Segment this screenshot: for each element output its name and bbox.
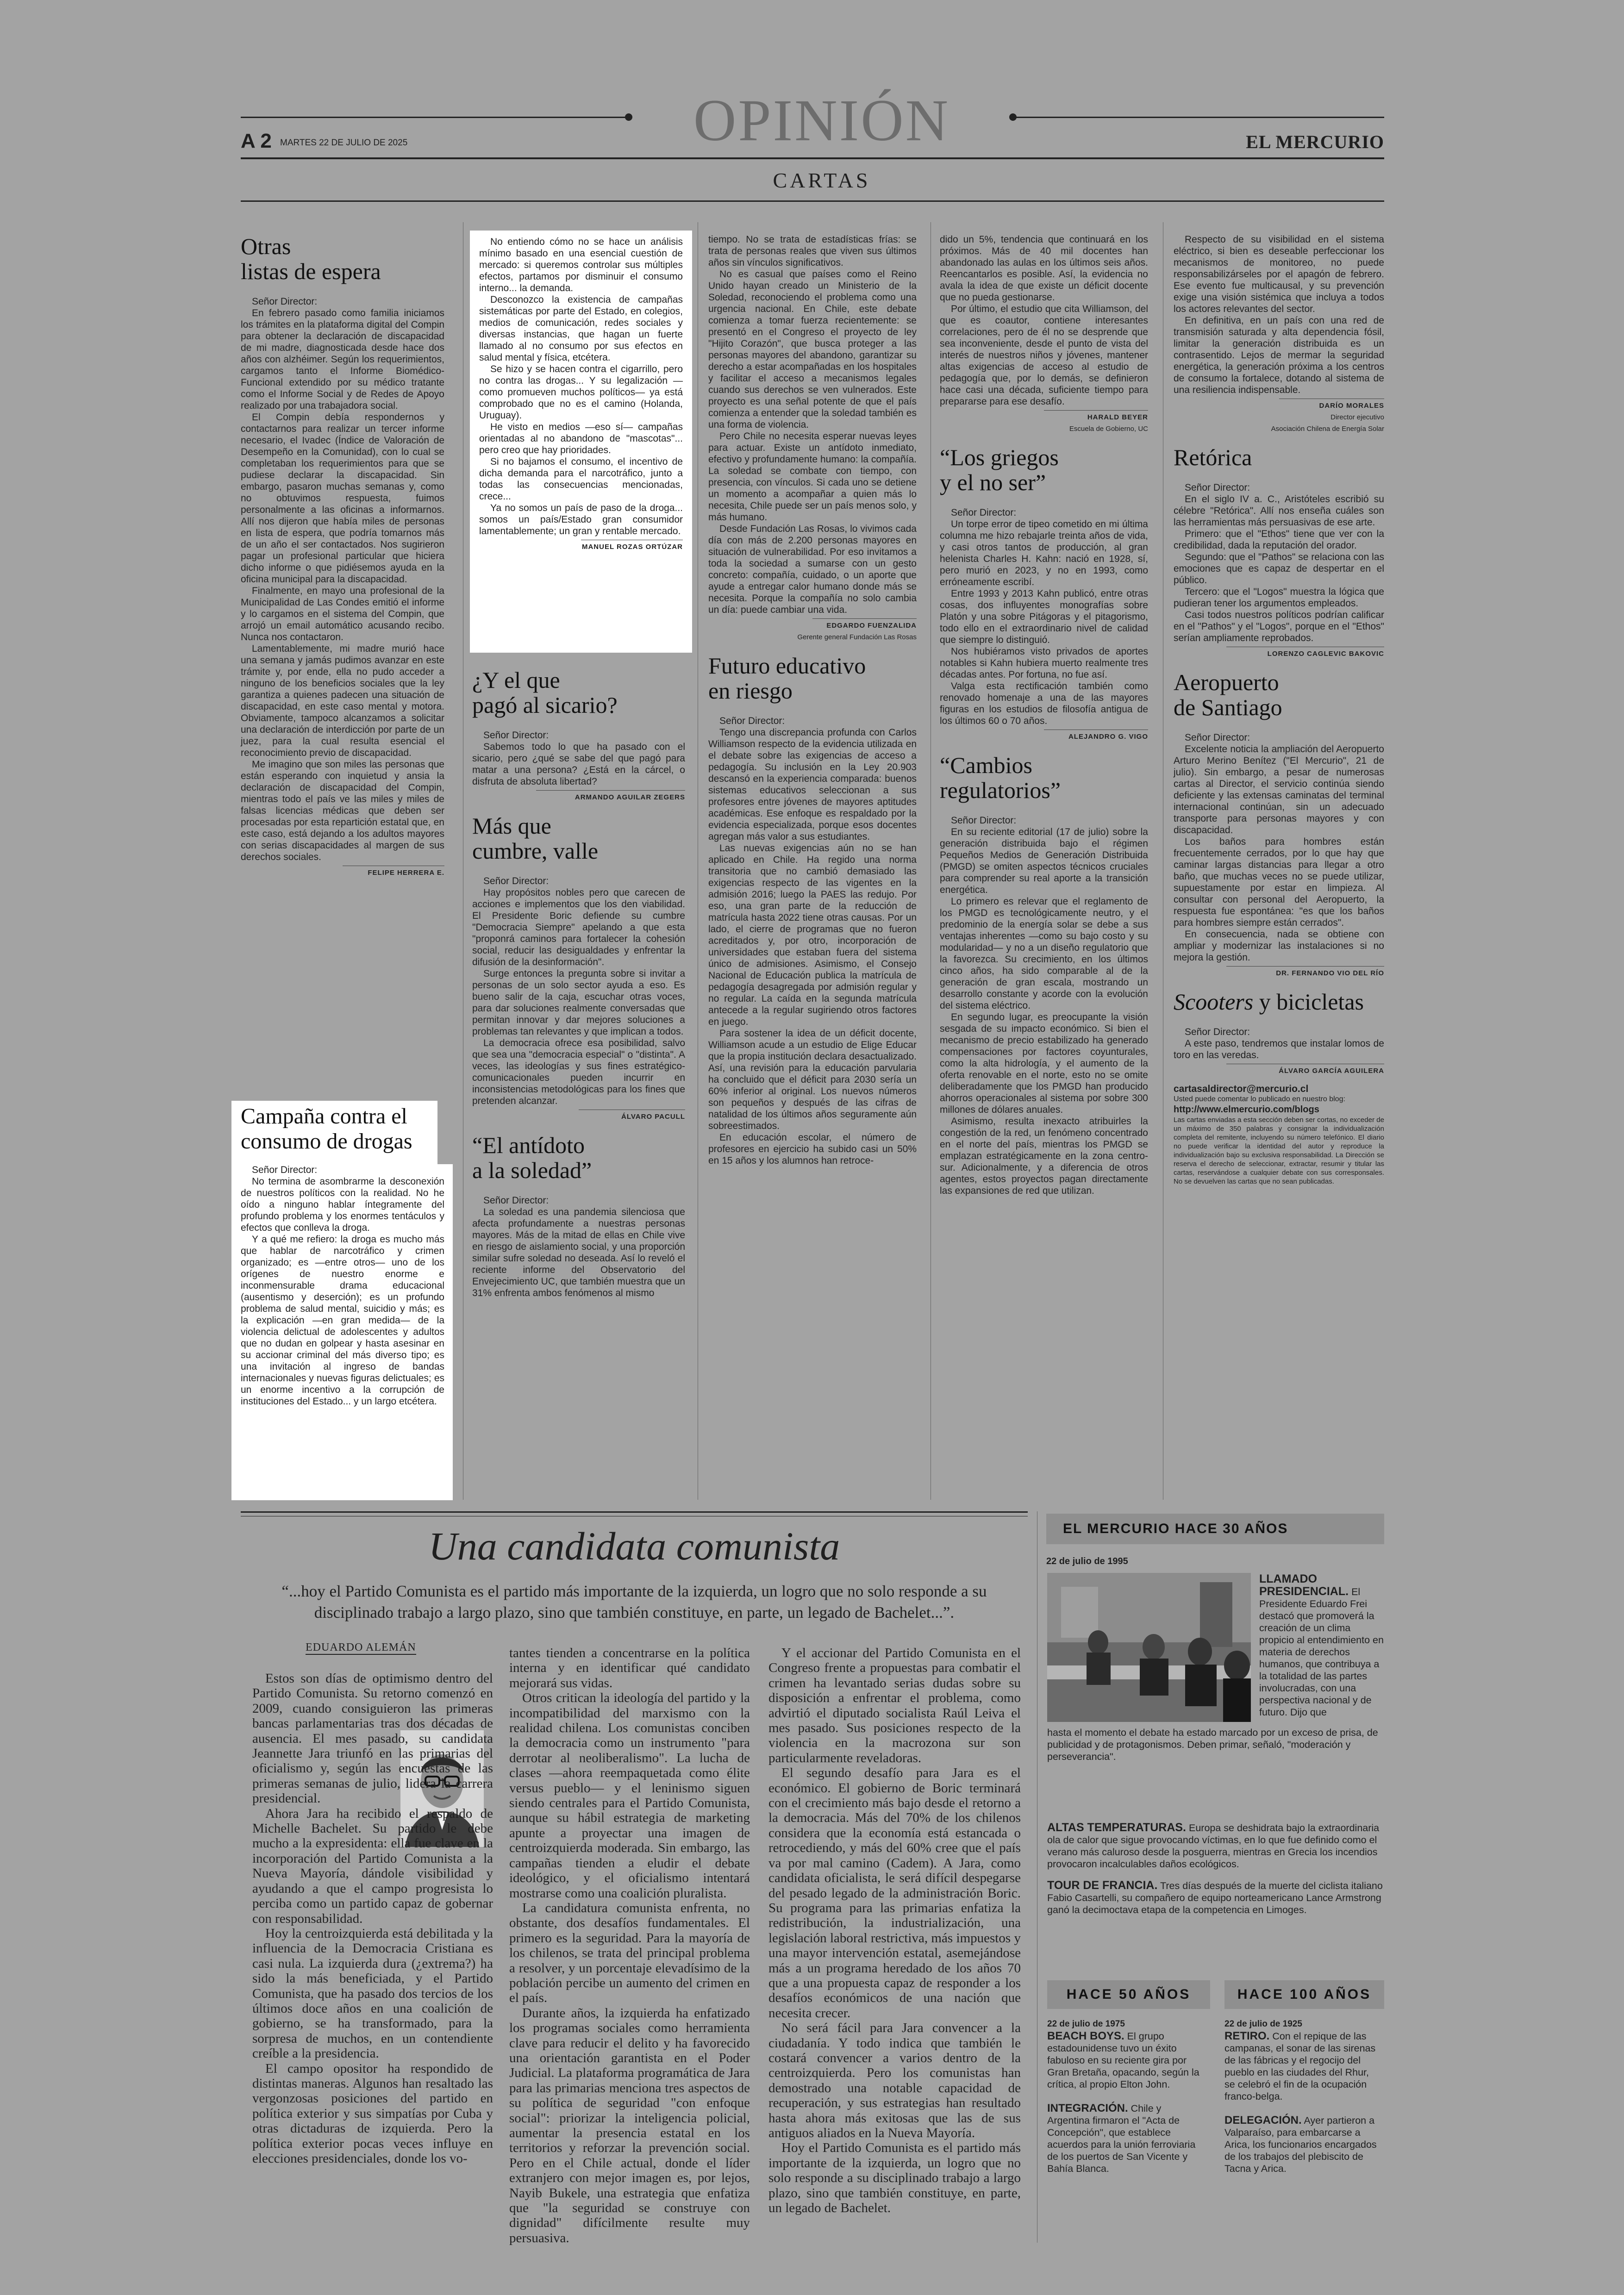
history-lead-item [1259,1573,1384,1718]
letter-paragraph: Por último, el estudio que cita Williamson, del que es coautor, contiene interesantes correlaciones, pero de él no se desprende que sea inconveniente, desde el punto de vista del interés de nuestros niños y jóvenes, mantener altas exigencias de acceso al estudio de pedagogía que, por lo demás, se definieron hace casi una década, suficiente tiempo para prepararse para ese desafío. [940,304,1148,407]
letter-salute: Señor Director: [483,876,549,886]
letter-paragraph: Los baños para hombres están frecuentemente cerrados, por lo que hay que caminar largas distancias para llegar a otro baño, que muchas veces no se puede utilizar, supuestamente por estar en limpieza. Al consultar con personal del Aeropuerto, la respuesta fue espontánea: "es que los baños para hombres siempre están cerrados". [1174,836,1384,928]
history-lead-tail: hasta el momento el debate ha estado marcado por un exceso de prisa, de publicidad y de protagonismos. Deben primar, señaló, "moderación y perseverancia". [1047,1727,1378,1762]
history-item-body: Ayer partieron a Valparaíso, para embarcarse a Arica, los funcionarios encargados de los trabajos del plebiscito de Tacna y Arica. [1224,2115,1377,2174]
letter-paragraph: Un torpe error de tipeo cometido en mi última columna me hizo rebajarle treinta años de vida, y casi otros tantos de producción, al gran helenista Charles H. Kahn: nació en 1928, sí, pero murió en 2023, y no en 1993, como erróneamente escribí. [940,519,1148,587]
letter-title-cumbre: Más que cumbre, valle [472,813,599,864]
letter-salute: Señor Director: [1185,482,1250,493]
letter-paragraph: Pero Chile no necesita esperar nuevas leyes para actuar. Existe un antídoto inmediato, efectivo y profundamente humano: la compañía. La soledad se combate con tiempo, con presencia, con vínculos. Si cada uno se detiene un momento a acompañar a quien más lo necesita, Chile puede ser un país menos solo, y más humano. [708,431,917,523]
history-header-50 [1047,1980,1210,2009]
history-item-head: RETIRO. [1224,2030,1270,2042]
essay-paragraph: El segundo desafío para Jara es el económico. El gobierno de Boric terminará con el crecimiento más bajo desde el retorno a la democracia. Más del 70% de los chilenos considera que la economía está estancada o retrocediendo, y más del 60% cree que el país va por mal camino (Cadem). A Jara, como candidata oficialista, le será difícil despegarse del pesado legado de la administración Boric. Su programa para las primarias enfatiza la redistribución, la industrialización, una legislación laboral restrictiva, más impuestos y una mayor intervención estatal, asemejándose más a un programa heredado de los años 70 que a una propuesta capaz de responder a los desafíos económicos de una nación que necesita crecer. [768,1765,1021,2021]
history-lead-head: LLAMADO PRESIDENCIAL. [1259,1572,1349,1598]
section-title: OPINIÓN [693,87,950,153]
letter-title-antidoto: “El antídoto a la soledad” [472,1132,592,1183]
history-100-column [1224,2018,1382,2175]
letter-paragraph: Tengo una discrepancia profunda con Carlos Williamson respecto de la evidencia utilizada en el debate sobre las exigencias de acceso a pedagogía. Su inclusión en la Ley 20.903 descansó en la experiencia comparada: buenos sistemas educativos seleccionan a sus profesores entre jóvenes de mayores aptitudes académicas. Ese enfoque es respaldado por la evidencia especializada, porque esos docentes agregan más valor a sus estudiantes. [708,727,917,842]
letter-paragraph: Nos hubiéramos visto privados de aportes notables si Kahn hubiera muerto realmente tres décadas antes. Por fortuna, no fue así. [940,646,1148,680]
letter-salute: Señor Director: [1185,732,1250,743]
letter-paragraph: No termina de asombrarme la desconexión de nuestros políticos con la realidad. No he oído a ninguno hablar íntegramente del profundo problema y los enormes tentáculos y efectos que conlleva la droga. [241,1176,444,1233]
history-header-100 [1224,1980,1384,2009]
essay-paragraph: Durante años, la izquierda ha enfatizado los programas sociales como herramienta clave para reducir el delito y ha favorecido una orientación garantista en el Poder Judicial. La plataforma programática de Jara para las primarias menciona tres aspectos de su política de seguridad "con enfoque social": priorizar la inteligencia policial, aumentar la presencia estatal en los territorios y reforzar la prevención social. Pero en el Chile actual, donde el líder extranjero con mejor imagen es, por lejos, Nayib Bukele, una estrategia que enfatiza que "la seguridad se construye con dignidad" difícilmente resulte muy persuasiva. [509,2005,750,2245]
letter-signer-role: Director ejecutivo Asociación Chilena de Energía Solar [1271,413,1384,433]
masthead-rule-left [241,117,629,118]
history-50-column [1047,2018,1200,2175]
title-italic-part: Scooters [1174,989,1254,1015]
subsection-rule [241,200,1384,202]
letter-signer-role: Escuela de Gobierno, UC [1069,425,1148,433]
title-rest: y bicicletas [1253,989,1364,1015]
letter-title-aeropuerto: Aeropuerto de Santiago [1174,669,1282,720]
letter-paragraph: En educación escolar, el número de profesores en ejercicio ha subido casi un 50% en 15 años y los alumnos han retroce- [708,1132,917,1166]
letter-paragraph: La democracia ofrece esa posibilidad, salvo que sea una "democracia especial" o "distinta". A veces, las ideologías y sus fines estratégico-comunicacionales pueden incurrir en inconsistencias metodológicas para los fines que pretenden alcanzar. [472,1038,685,1106]
letter-paragraph: Las nuevas exigencias aún no se han aplicado en Chile. Ha regido una norma transitoria que no cambió demasiado las exigencias respecto de las vigentes en la admisión 2016; luego la PAES las redujo. Por eso, una gran parte de la reducción de matrícula hasta 2022 tiene otras causas. Por un lado, el cierre de programas que no fueron acreditados y, por otro, incorporación de universidades que estaban fuera del sistema único de admisiones. Asimismo, el Consejo Nacional de Educación publica la matrícula de pedagogía desagregada por admisión regular y no regular. La caída en la segunda matrícula antecede a la regular sugiriendo otros factores en juego. [708,843,917,1027]
letter-paragraph: Respecto de su visibilidad en el sistema eléctrico, si bien es deseable perfeccionar los mecanismos de monitoreo, no puede responsabilizárseles por el apagón de febrero. Ese evento fue multicausal, y su prevención exige una visión sistémica que incluya a todos los actores relevantes del sector. [1174,234,1384,314]
letter-paragraph: Y a qué me refiero: la droga es mucho más que hablar de narcotráfico y crimen organizado; es —entre otros— uno de los orígenes de nuestro enorme e inconmensurable drama educacional (ausentismo y deserción); es un profundo problema de salud mental, suicidio y más; es la explicación —en gran medida— de la violencia delictual de adolescentes y adultos que no dudan en golpear y hasta asesinar en su accionar criminal del más diverso tipo; es una invitación al ingreso de bandas internacionales y nuevas figuras delictuales; es un enorme incentivo a la corrupción de instituciones del Estado... y un largo etcétera. [241,1234,444,1407]
history-item-head: TOUR DE FRANCIA. [1047,1879,1158,1892]
letter-campana-drogas-cont [479,236,683,653]
letter-paragraph: No es casual que países como el Reino Unido hayan creado un Ministerio de la Soledad, reconociendo el problema como una urgencia nacional. En Chile, este debate comienza a tomar fuerza recientemente: se presentó en el Congreso el proyecto de ley "Hijito Corazón", que busca proteger a las personas mayores del abandono, garantizar su derecho a estar acompañadas en los hospitales y facilitar el acceso a mecanismos legales cuando sus derechos se ven vulnerados. Este proyecto es una señal potente de que el país comienza a entender que la soledad también es una forma de violencia. [708,269,917,430]
essay-top-rule [241,1511,1028,1513]
letter-paragraph: Excelente noticia la ampliación del Aeropuerto Arturo Merino Benítez ("El Mercurio", 21 de julio). Sin embargo, a pesar de numerosas cartas al Director, el servicio continúa siendo deficiente y las extensas caminatas del terminal internacional continúan, sin un adecuado transporte para personas mayores y con discapacidad. [1174,744,1384,836]
letter-paragraph: No entiendo cómo no se hace un análisis mínimo basado en una esencial cuestión de mercado: si queremos controlar sus múltiples efectos, partamos por disminuir el consumo interno... la demanda. [479,237,683,293]
letter-paragraph: A este paso, tendremos que instalar lomos de toro en las veredas. [1174,1038,1384,1060]
history-item-head: DELEGACIÓN. [1224,2114,1302,2127]
contact-blog-note: Usted puede comentar lo publicado en nuestro blog: [1174,1095,1345,1103]
letter-salute: Señor Director: [1185,1027,1250,1037]
letter-signer: ALEJANDRO G. VIGO [1044,730,1148,742]
letter-paragraph: Para sostener la idea de un déficit docente, Williamson acude a un estudio de Elige Educar que la propia institución declara desactualizado. Así, una revisión para la educación parvularia ha concluido que el déficit para 2030 sería un 60% inferior al original. Los nuevos números son pequeños y después de las cifras de natalidad de los últimos años seguramente aún sobreestimados. [708,1028,917,1131]
letter-column-3 [708,234,917,1497]
essay-paragraph: El campo opositor ha respondido de distintas maneras. Algunos han resaltado las vergonzosas posiciones del partido en política exterior y sus simpatías por Cuba y otras dictaduras de izquierda. Pero la política exterior pocas veces influye en elecciones presidenciales, donde los vo- [252,2061,493,2166]
letter-paragraph: Ya no somos un país de paso de la droga... somos un país/Estado gran consumidor lamentablemente; un gran y rentable mercado. [479,503,683,536]
letter-title-cambios: “Cambios regulatorios” [940,752,1061,803]
history-lead-body: El Presidente Eduardo Frei destacó que promoverá la creación de un clima propicio al entendimiento en materia de derechos humanos, que contribuya a la totalidad de las partes involucradas, con una perspectiva nacional y de futuro. Dijo que [1259,1586,1384,1718]
essay-paragraph: Estos son días de optimismo dentro del Partido Comunista. Su retorno comenzó en 2009, cuando consiguieron las primeras bancas parlamentarias tras dos décadas de ausencia. El mes pasado, su candidata Jeannette Jara triunfó en las primarias del oficialismo y, según las encuestas de las primeras semanas de julio, lidera la carrera presidencial. [252,1671,493,1806]
essay-paragraph: tantes tienden a concentrarse en la política interna y en identificar qué candidato mejorará sus vidas. [509,1646,750,1690]
letter-signer: FELIPE HERRERA E. [343,866,444,879]
letter-paragraph: Valga esta rectificación también como renovado homenaje a una de las mayores figuras en los estudios de filosofía antigua de los últimos 60 o 70 años. [940,681,1148,726]
history-item-tour [1047,1879,1384,1916]
letter-title-scooters [1174,989,1384,1014]
letter-paragraph: Primero: que el "Ethos" tiene que ver con la credibilidad, dada la reputación del orador. [1174,529,1384,551]
letter-title: Otras listas de espera [241,233,381,284]
letter-paragraph: Casi todos nuestros políticos podrían calificar en el "Pathos" y el "Logos", porque en el "Ethos" serían ampliamente reprobados. [1174,610,1384,643]
letter-paragraph: Lamentablemente, mi madre murió hace una semana y jamás pudimos avanzar en este trámite y, por ende, ella no pudo acceder a ninguno de los beneficios sociales que la ley garantiza a quienes padecen una situación de discapacidad, en este caso mental y motora. Obviamente, tampoco alcanzamos a solicitar una declaración de interdicción por parte de un juez, para la cual resulta esencial el reconocimiento previo de discapacidad. [241,643,444,758]
letter-paragraph: Entre 1993 y 2013 Kahn publicó, entre otras cosas, dos influyentes monografías sobre Platón y una sobre Pitágoras y el pitagorismo, todo ello en el extraordinario nivel de calidad que siempre lo distinguió. [940,588,1148,645]
letter-paragraph: Sabemos todo lo que ha pasado con el sicario, pero ¿qué se sabe del que pagó para matar a una persona? ¿Está en la cárcel, o disfruta de absoluta libertad? [472,742,685,787]
letter-paragraph: Se hizo y se hacen contra el cigarrillo, pero no contra las drogas... Y su legalización —como promueven muchos políticos— ya está comprobado que no es el camino (Holanda, Uruguay). [479,364,683,421]
letter-paragraph: Asimismo, resulta inexacto atribuirles la congestión de la red, un fenómeno concentrado en el norte del país, mientras los PMGD se emplazan estratégicamente en la zona centro-sur. Adicionalmente, y a diferencia de otros agentes, estos proyectos pagan directamente las expansiones de red que utilizan. [940,1116,1148,1196]
contact-policy: Las cartas enviadas a esta sección deben ser cortas, no exceder de un máximo de 350 palabras y consignar la individualización completa del remitente, incluyendo su número telefónico. El diario no puede verificar la identidad del autor y reproduce la individualización bajo su exclusiva responsabilidad. La Dirección se reserva el derecho de seleccionar, extractar, resumir y titular las cartas, reservándose a cualquier debate con sus corresponsales. No se devuelven las cartas que no sean publicadas. [1174,1116,1384,1185]
essay-paragraph: Hoy la centroizquierda está debilitada y la influencia de la Democracia Cristiana es casi nula. La izquierda dura (¿extrema?) ha sido la más beneficiada, y el Partido Comunista, que ha pasado dos tercios de los últimos doce años en una coalición de gobierno, se ha transformado, para la sorpresa de muchos, en un contendiente creíble a la presidencia. [252,1926,493,2061]
letter-signer: MANUEL ROZAS ORTÚZAR [581,540,683,553]
letter-signer: LORENZO CAGLEVIC BAKOVIC [1226,647,1384,660]
letter-paragraph: En consecuencia, nada se obtiene con ampliar y modernizar las instalaciones si no mejora la gestión. [1174,929,1384,963]
letter-paragraph: Desde Fundación Las Rosas, lo vivimos cada día con más de 2.200 personas mayores en situación de vulnerabilidad. Por eso invitamos a toda la sociedad a sumarse con un gesto concreto: compañía, cuidado, o un aporte que ayude a entregar calor humano donde más se necesita. Porque la compañía no solo cambia un día: puede cambiar una vida. [708,524,917,615]
essay-author: EDUARDO ALEMÁN [306,1641,416,1655]
letter-signer: DR. FERNANDO VIO DEL RÍO [1226,966,1384,979]
letter-campana-drogas [241,1104,444,1497]
history-item-head: INTEGRACIÓN. [1047,2102,1128,2114]
letter-signer: ÁLVARO GARCÍA AGUILERA [1226,1064,1384,1077]
letter-signer: EDGARDO FUENZALIDA [812,618,917,631]
brand-logo: EL MERCURIO [1246,131,1384,152]
masthead-date: MARTES 22 DE JULIO DE 2025 [280,138,408,148]
history-title: HACE 50 AÑOS [1066,1987,1191,2002]
history-title: HACE 100 AÑOS [1237,1987,1372,2002]
letter-salute: Señor Director: [719,716,785,726]
letter-column-4 [940,234,1148,1497]
letter-salute: Señor Director: [252,1165,318,1175]
letter-paragraph: He visto en medios —eso sí— campañas orientadas al no abandono de "mascotas"... pero creo que hay prioridades. [479,422,683,455]
essay-column-1 [252,1671,493,2243]
letter-title: Campaña contra el consumo de drogas [241,1104,412,1154]
letter-signer: ARMANDO AGUILAR ZEGERS [536,790,685,803]
letter-paragraph: tiempo. No se trata de estadísticas frías: se trata de personas reales que viven sus últimos años sin vínculos significativos. [708,234,917,268]
essay-paragraph: Hoy el Partido Comunista es el partido más importante de la izquierda, un logro que no solo responde a su disciplinado trabajo a largo plazo, sino que también constituye, en parte, un legado de Bachelet. [768,2140,1021,2216]
letter-paragraph: dido un 5%, tendencia que continuará en los próximos. Más de 40 mil docentes han abandonado las aulas en los últimos seis años. Reencantarlos es posible. Así, la evidencia no avala la idea de que existe un déficit docente que no pueda gestionarse. [940,234,1148,303]
history-item-head: BEACH BOYS. [1047,2030,1124,2042]
masthead-bottom-rule [241,157,1384,159]
letter-salute: Señor Director: [252,296,318,307]
subsection-title: CARTAS [773,168,871,192]
masthead-rule-right [1014,117,1384,118]
contact-email[interactable]: cartasaldirector@mercurio.cl [1174,1084,1309,1094]
history-date: 22 de julio de 1995 [1046,1556,1128,1566]
contact-blog-link[interactable]: http://www.elmercurio.com/blogs [1174,1104,1319,1115]
letter-paragraph: En definitiva, en un país con una red de transmisión saturada y alta dependencia fósil, limitar la generación distribuida es un contrasentido. Lejos de mermar la seguridad energética, la generación próxima a los centros de consumo la fortalece, dotando al sistema de una resiliencia indispensable. [1174,315,1384,395]
letter-paragraph: Lo primero es relevar que el reglamento de los PMGD es tecnológicamente neutro, y el predominio de la energía solar se debe a sus ventajas inherentes —como su bajo costo y su modularidad— y no a un diseño regulatorio que la favorezca. Su crecimiento, en los últimos cinco años, ha sido comparable al de la generación de gran escala, mostrando un desarrollo constante y acorde con la evolución del sistema eléctrico. [940,896,1148,1011]
letter-signer-role: Gerente general Fundación Las Rosas [797,633,917,641]
letter-paragraph: El Compin debía respondernos y contactarnos para realizar un tercer informe necesario, el Ivadec (Índice de Valoración de Desempeño en la Comunidad), con lo cual se completaban los requerimientos para que se pudiese declarar la discapacidad. Sin embargo, pasaron muchas semanas y, como no obtuvimos respuesta, fuimos personalmente a las oficinas a informarnos. Allí nos dijeron que había miles de personas en lista de espera, que podría tomarnos más de un año el ser contactados. Nos sugirieron pagar un profesional particular que hiciera dicho informe o que pidiésemos ayuda en la oficina municipal para la discapacidad. [241,412,444,585]
letter-title-sicario: ¿Y el que pagó al sicario? [472,667,618,718]
letter-paragraph: Finalmente, en mayo una profesional de la Municipalidad de Las Condes emitió el informe y lo cargamos en el sistema del Compin, que arrojó un email automático acusando recibo. Nunca nos contactaron. [241,586,444,642]
essay-column-3 [768,1646,1021,2243]
letter-paragraph: En el siglo IV a. C., Aristóteles escribió su célebre "Retórica". Allí nos enseña cuáles son las herramientas más persuasivas de ese arte. [1174,494,1384,528]
letter-paragraph: La soledad es una pandemia silenciosa que afecta profundamente a nuestras personas mayores. Más de la mitad de ellas en Chile vive en riesgo de aislamiento social, y una proporción similar sufre soledad no deseada. Así lo reveló el reciente informe del Observatorio del Envejecimiento UC, que también muestra que un 31% enfrenta ambos fenómenos al mismo [472,1207,685,1298]
letter-paragraph: Me imagino que son miles las personas que están esperando con inquietud y ansia la declaración de discapacidad del Compin, mientras todo el país ve las miles y miles de falsas licencias médicas que deben ser procesadas por esta repartición estatal que, en este caso, está dejando a los adultos mayores con serias discapacidades al margen de sus derechos sociales. [241,759,444,862]
letter-title-griegos: “Los griegos y el no ser” [940,444,1059,495]
letter-otras-listas [241,234,444,1104]
essay-deck: “...hoy el Partido Comunista es el partido más importante de la izquierda, un logro que no solo responde a su disciplinado trabajo a largo plazo, sino que también constituye, en parte, un legado de Bachelet...”. [281,1582,987,1621]
essay-title: Una candidata comunista [428,1524,840,1568]
history-item-body: Tres días después de la muerte del ciclista italiano Fabio Casartelli, su compañero de equipo norteamericano Lance Armstrong ganó la decimoctava etapa de la competencia en Limoges. [1047,1880,1383,1915]
essay-paragraph: Y el accionar del Partido Comunista en el Congreso frente a propuestas para combatir el crimen ha levantado serias dudas sobre su disposición a enfrentar el problema, como advirtió el diputado socialista Raúl Leiva el mes pasado. Sus posiciones respecto de la violencia en la macrozona sur son particularmente reveladoras. [768,1646,1021,1765]
letter-signer: DARÍO MORALES [1279,399,1385,412]
masthead-dot-left [625,113,632,121]
history-item-body: El grupo estadounidense tuvo un éxito fabuloso en su reciente gira por Gran Bretaña, opacando, según la crítica, al propio Elton John. [1047,2031,1199,2090]
letter-title-futuro: Futuro educativo en riesgo [708,653,866,704]
letter-column-2 [472,657,685,1491]
letter-title-retorica: Retórica [1174,444,1252,470]
essay-paragraph: Otros critican la ideología del partido y la incompatibilidad del marxismo con la realidad chilena. Los comunistas conciben la democracia como un instrumento "para derrotar al neoliberalismo". La lucha de clases —ahora reempaquetada como élite versus pueblo— y el leninismo siguen siendo centrales para el Partido Comunista, aunque su hábil estrategia de marketing apunte a proyectar una imagen de centroizquierda moderada. Sin embargo, las campañas tienden a eludir el debate ideológico, y el oficialismo intentará mostrarse como una coalición pluralista. [509,1690,750,1901]
history-item-body: Chile y Argentina firmaron el "Acta de Concepción", que establece acuerdos para la unión ferroviaria de los puertos de San Vicente y Bahía Blanca. [1047,2103,1196,2174]
letter-paragraph: Hay propósitos nobles pero que carecen de acciones e implementos que los den viabilidad. El Presidente Boric defiende su cumbre "Democracia Siempre" apelando a que esta "proponrá caminos para fortalecer la cohesión social, reducir las desigualdades y enfrentar la difusión de la desinformación". [472,887,685,967]
history-header-30 [1046,1514,1384,1544]
history-date: 22 de julio de 1925 [1224,2019,1302,2029]
essay-paragraph: Ahora Jara ha recibido el respaldo de Michelle Bachelet. Su partido le debe mucho a la expresidenta: ella fue clave en la incorporación del Partido Comunista a la Nueva Mayoría, dándole visibilidad y ayudando a que el campo progresista lo perciba como un partido capaz de gobernar con responsabilidad. [252,1806,493,1926]
letter-paragraph: En febrero pasado como familia iniciamos los trámites en la plataforma digital del Compin para obtener la declaración de discapacidad de mi madre, diagnosticada desde hace dos años con alzhéimer. Según los requerimientos, cargamos tanto el Informe Biomédico-Funcional extendido por su médico tratante como el Informe Social y de Redes de Apoyo realizado por una trabajadora social. [241,308,444,411]
essay-paragraph: La candidatura comunista enfrenta, no obstante, dos desafíos fundamentales. El primero es la seguridad. Para la mayoría de los chilenos, se trata del principal problema a resolver, y un porcentaje elevadísimo de la población percibe un aumento del crimen en el país. [509,1900,750,2006]
history-title: EL MERCURIO HACE 30 AÑOS [1063,1521,1288,1536]
letter-signer: ÁLVARO PACULL [579,1110,685,1123]
page-number: A 2 [241,130,272,152]
history-item-body: Europa se deshidrata bajo la extraordinaria ola de calor que sigue provocando víctimas, en lo que fue definido como el verano más caluroso desde la posguerra, mientras en Grecia los incendios provocaron incalculables daños ecológicos. [1047,1822,1380,1870]
history-item-body: Con el repique de las campanas, el sonar de las sirenas de las fábricas y el regocijo del pueblo en las ciudades del Rhur, se celebró el fin de la ocupación franco-belga. [1224,2031,1376,2102]
letter-paragraph: Segundo: que el "Pathos" se relaciona con las emociones que es capaz de despertar en el público. [1174,552,1384,586]
letter-paragraph: Tercero: que el "Logos" muestra la lógica que pudieran tener los argumentos empleados. [1174,586,1384,609]
letter-paragraph: Si no bajamos el consumo, el incentivo de dicha demanda para el narcotráfico, junto a todas las consecuencias mencionadas, crece... [479,456,683,502]
letter-column-5 [1174,234,1384,1497]
letter-paragraph: Surge entonces la pregunta sobre si invitar a personas de un solo sector ayuda a eso. Es bueno salir de la caja, escuchar otras voces, para dar soluciones realmente conversadas que permitan innovar y dar mejores soluciones a problemas tan relevantes y que implican a todos. [472,968,685,1037]
letter-signer: HARALD BEYER [1044,410,1148,423]
essay-paragraph: No será fácil para Jara convencer a la ciudadanía. Y todo indica que también le costará convencer a varios dentro de la centroizquierda. Pero los comunistas han demostrado una notable capacidad de recuperación, y sus estrategias han resultado hasta ahora más exitosas que las de sus antiguos aliados en la Nueva Mayoría. [768,2021,1021,2140]
history-item-head: ALTAS TEMPERATURAS. [1047,1821,1186,1834]
letter-salute: Señor Director: [483,1195,549,1206]
essay-column-2 [509,1646,750,2243]
letter-paragraph: Desconozco la existencia de campañas sistemáticas por parte del Estado, en colegios, medios de comunicación, redes sociales y diversas instancias, que hagan un fuerte llamado al no consumo por sus efectos en salud mental y física, etcétera. [479,294,683,363]
letter-salute: Señor Director: [483,730,549,741]
letter-salute: Señor Director: [951,815,1017,826]
history-photo [1047,1573,1251,1722]
history-item-temperaturas [1047,1821,1384,1870]
letter-paragraph: En segundo lugar, es preocupante la visión sesgada de su impacto económico. Si bien el mecanismo de precio estabilizado ha generado compensaciones por factores coyunturales, como la alta hidrología, y el aumento de la oferta renovable en el norte, esto no se omite deliberadamente que los PMGD han producido ahorros operacionales al sistema por sobre 300 millones de dólares anuales. [940,1012,1148,1115]
letter-paragraph: En su reciente editorial (17 de julio) sobre la generación distribuida bajo el régimen Pequeños Medios de Generación Distribuida (PMGD) se omiten aspectos técnicos cruciales para comprender su real aporte a la transición energética. [940,827,1148,895]
letter-salute: Señor Director: [951,507,1017,518]
history-date: 22 de julio de 1975 [1047,2019,1125,2029]
